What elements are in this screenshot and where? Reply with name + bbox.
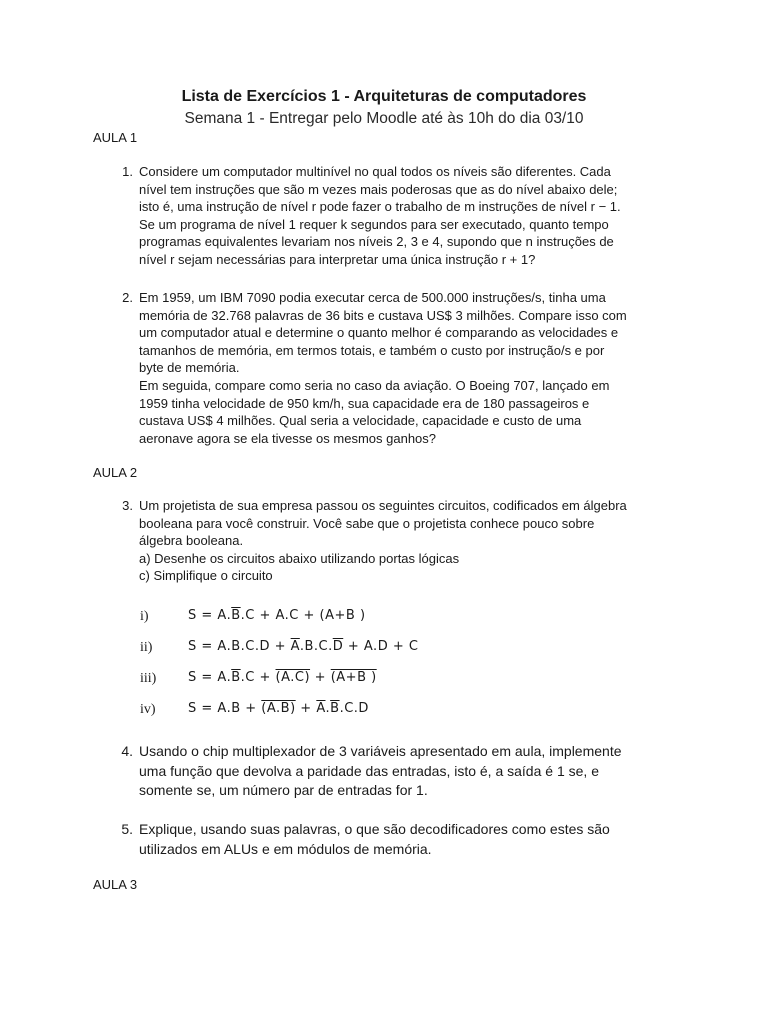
negated-term: $\overline{B}$ bbox=[231, 670, 241, 685]
question-number: 3. bbox=[122, 498, 133, 513]
question-3 bbox=[113, 497, 673, 585]
question-number: 1. bbox=[122, 164, 133, 179]
section-heading-aula-3: AULA 3 bbox=[93, 877, 138, 892]
page-title: Lista de Exercícios 1 - Arquiteturas de computadores bbox=[181, 88, 587, 105]
equation-expression bbox=[188, 639, 418, 654]
expression-term: .B.C. bbox=[299, 639, 333, 654]
question-line: a) Desenhe os circuitos abaixo utilizando portas lógicas bbox=[139, 550, 460, 566]
question-line: memória de 32.768 palavras de 36 bits e custava US$ 3 milhões. Compare isso com bbox=[139, 307, 627, 323]
question-line: aeronave agora se ela tivesse os mesmos ganhos? bbox=[139, 430, 437, 446]
question-line: nível r sejam necessárias para interpretar uma única instrução r + 1? bbox=[139, 251, 536, 267]
question-line: programas equivalentes levariam nos níveis 2, 3 e 4, supondo que n instruções de bbox=[139, 234, 614, 250]
expression-term: + A.D + C bbox=[343, 639, 419, 654]
negated-term: $\overline{A}$ bbox=[290, 639, 300, 654]
expression-term: S = A. bbox=[188, 670, 232, 685]
question-line: um computador atual e determine o quanto melhor é comparando as velocidades e bbox=[139, 325, 619, 341]
question-5 bbox=[113, 820, 673, 859]
question-line: Explique, usando suas palavras, o que são decodificadores como estes são bbox=[139, 821, 610, 837]
question-number: 2. bbox=[122, 290, 133, 305]
expression-term: . bbox=[325, 701, 331, 716]
question-number: 4. bbox=[121, 743, 133, 759]
question-line: Considere um computador multinível no qual todos os níveis são diferentes. Cada bbox=[139, 164, 611, 179]
negated-term: (A+B ) bbox=[330, 670, 377, 685]
section-heading-aula-2: AULA 2 bbox=[93, 465, 138, 480]
expression-term: + bbox=[310, 670, 331, 685]
expression-term: + bbox=[295, 701, 317, 716]
question-text bbox=[139, 742, 673, 801]
expression-term: .C + bbox=[240, 670, 276, 685]
question-line: álgebra booleana. bbox=[139, 533, 244, 549]
question-text bbox=[139, 820, 673, 859]
negated-term: (A.C) bbox=[275, 670, 311, 685]
question-4 bbox=[113, 742, 673, 801]
question-line: booleana para você construir. Você sabe que o projetista conhece pouco sobre bbox=[139, 515, 595, 531]
negated-term: $\overline{B}$ bbox=[231, 608, 241, 623]
equation-row bbox=[140, 697, 540, 728]
question-line: Se um programa de nível 1 requer k segundos para ser executado, quanto tempo bbox=[139, 216, 609, 232]
equation-expression bbox=[188, 670, 377, 685]
equation-label: iv) bbox=[140, 702, 156, 717]
question-line: Usando o chip multiplexador de 3 variáveis apresentado em aula, implemente bbox=[139, 743, 622, 759]
expression-term: .C + A.C + (A+B ) bbox=[240, 608, 366, 623]
question-1 bbox=[113, 163, 673, 269]
page-subtitle: Semana 1 - Entregar pelo Moodle até às 10h do dia 03/10 bbox=[184, 110, 584, 127]
question-line: nível tem instruções que são m vezes mais poderosas que as do nível abaixo dele; bbox=[139, 181, 618, 197]
equation-label: ii) bbox=[140, 640, 153, 655]
question-number: 5. bbox=[121, 821, 133, 837]
question-2 bbox=[113, 289, 673, 447]
equation-label: iii) bbox=[140, 671, 157, 686]
question-line: uma função que devolva a paridade das entradas, isto é, a saída é 1 se, e bbox=[139, 762, 599, 779]
question-line: c) Simplifique o circuito bbox=[139, 568, 273, 584]
question-text bbox=[139, 163, 673, 269]
equation-label: i) bbox=[140, 609, 149, 624]
question-line: tamanhos de memória, em termos totais, e também o custo por instrução/s e por bbox=[139, 342, 605, 358]
question-text bbox=[139, 289, 673, 447]
expression-term: S = A.B + bbox=[188, 701, 262, 716]
question-line: isto é, uma instrução de nível r pode fazer o trabalho de m instruções de nível r − 1. bbox=[139, 199, 621, 215]
equation-row bbox=[140, 604, 540, 635]
question-line: Em 1959, um IBM 7090 podia executar cerca de 500.000 instruções/s, tinha uma bbox=[139, 290, 606, 305]
expression-term: .C.D bbox=[339, 701, 369, 716]
equation-row bbox=[140, 666, 540, 697]
negated-term: (A.B) bbox=[261, 701, 296, 716]
negated-term: $\overline{A}$ bbox=[316, 701, 326, 716]
question-line: byte de memória. bbox=[139, 360, 240, 376]
question-text bbox=[139, 497, 673, 585]
equation-row bbox=[140, 635, 540, 666]
expression-term: S = A.B.C.D + bbox=[188, 639, 291, 654]
equation-expression bbox=[188, 701, 369, 716]
section-heading-aula-1: AULA 1 bbox=[93, 130, 138, 145]
question-line: custava US$ 4 milhões. Qual seria a velocidade, capacidade e custo de uma bbox=[139, 413, 582, 429]
question-line: Em seguida, compare como seria no caso da aviação. O Boeing 707, lançado em bbox=[139, 377, 610, 393]
equation-expression bbox=[188, 608, 366, 623]
question-line: utilizados em ALUs e em módulos de memória. bbox=[139, 840, 432, 857]
negated-term: $\overline{B}$ bbox=[330, 701, 340, 716]
question-line: Um projetista de sua empresa passou os seguintes circuitos, codificados em álgebra bbox=[139, 498, 627, 513]
question-line: 1959 tinha velocidade de 950 km/h, sua capacidade era de 180 passageiros e bbox=[139, 395, 590, 411]
boolean-equations bbox=[140, 604, 540, 728]
question-line: somente se, um número par de entradas for 1. bbox=[139, 782, 428, 798]
expression-term: S = A. bbox=[188, 608, 232, 623]
negated-term: $\overline{D}$ bbox=[332, 639, 344, 654]
